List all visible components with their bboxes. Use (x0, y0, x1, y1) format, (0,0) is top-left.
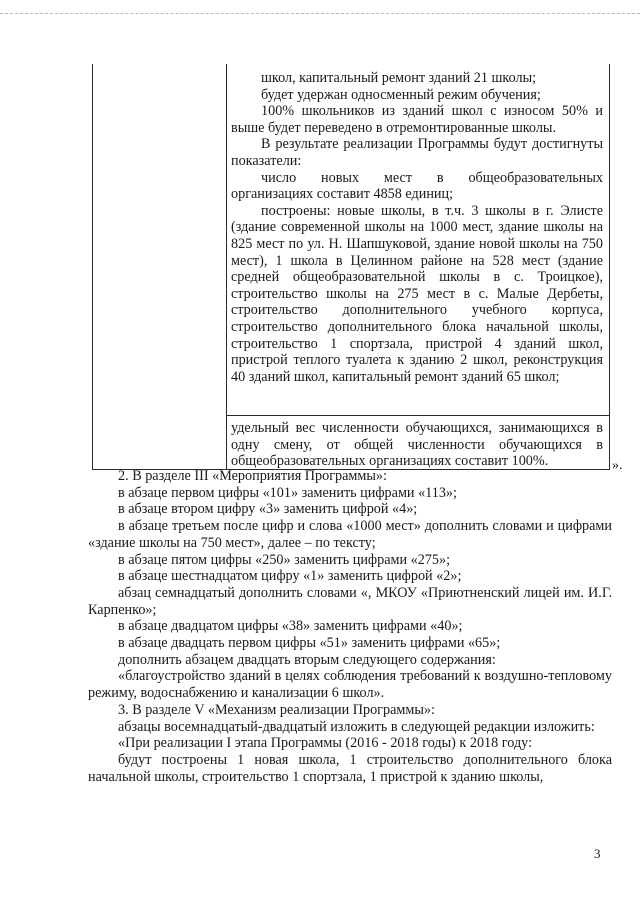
table-paragraph: 100% школьников из зданий школ с износом 50% и выше будет переведено в отремонтированные школы. (231, 103, 603, 136)
table-cell-single-shift-share (231, 420, 603, 470)
amendment-paragraph: в абзаце двадцать первом цифры «51» заменить цифрами «65»; (118, 635, 501, 652)
amendment-paragraph: будут построены 1 новая школа, 1 строительство дополнительного блока начальной школы, строительство 1 спортзала, 1 пристрой к зданию школы, (88, 751, 612, 785)
table-cell-expected-results (231, 70, 603, 385)
section-heading: 3. В разделе V «Механизм реализации Программы»: (118, 701, 435, 718)
table-row-divider (226, 415, 609, 416)
table-paragraph: школ, капитальный ремонт зданий 21 школы; (261, 70, 537, 86)
amendment-paragraph: в абзаце пятом цифры «250» заменить цифрами «275»; (118, 551, 451, 568)
table-paragraph: построены: новые школы, в т.ч. 3 школы в г. Элисте (здание современной школы на 1000 мест, здание школы на 825 мест по ул. Н. Шапшуковой, здание новой школы на 750 мест), 1 школа в Целинном районе на 528 мест (здание средней общеобразовательной школы в с. Троицкое), строительство школы на 275 мест в с. Малые Дербеты, строительство дополнительного учебного корпуса, строительство дополнительного блока начальной школы, строительство 1 спортзала, пристрой 4 зданий школ, пристрой теплого туалета к зданию 2 школ, реконструкция 40 зданий школ, капитальный ремонт зданий 65 школ; (231, 202, 603, 385)
table-column-divider (226, 64, 227, 469)
scan-top-edge (0, 13, 640, 14)
amendment-paragraph: в абзаце первом цифры «101» заменить цифрами «113»; (118, 484, 457, 501)
amendment-paragraph: «благоустройство зданий в целях соблюдения требований к воздушно-тепловому режиму, водоснабжению и канализации 6 школ». (88, 668, 612, 702)
amendment-paragraph: дополнить абзацем двадцать вторым следующего содержания: (118, 651, 496, 668)
table-paragraph: удельный вес численности обучающихся, занимающихся в одну смену, от общей численности обучающихся в общеобразовательных организациях составит 100%. (231, 420, 603, 470)
amendment-paragraph: абзац семнадцатый дополнить словами «, МКОУ «Приютненский лицей им. И.Г. Карпенко»; (88, 584, 612, 618)
section-heading: 2. В разделе III «Мероприятия Программы»: (118, 468, 387, 484)
closing-quote-mark: ». (612, 458, 623, 473)
amendment-paragraph: в абзаце третьем после цифр и слова «1000 мест» дополнить словами и цифрами «здание школы на 750 мест», далее – по тексту; (88, 518, 612, 551)
amendment-paragraph: в абзаце двадцатом цифры «38» заменить цифрами «40»; (118, 618, 463, 635)
amendment-paragraph: абзацы восемнадцатый-двадцатый изложить в следующей редакции изложить: (118, 718, 595, 735)
amendment-paragraph: в абзаце шестнадцатом цифру «1» заменить цифрой «2»; (118, 568, 462, 585)
table-paragraph: число новых мест в общеобразовательных организациях составит 4858 единиц; (231, 169, 603, 203)
page-number: 3 (594, 846, 601, 861)
program-indicators-table (92, 64, 610, 470)
amendment-paragraph: в абзаце втором цифру «3» заменить цифрой «4»; (118, 501, 418, 518)
table-paragraph: будет удержан односменный режим обучения; (261, 86, 541, 103)
amendment-paragraph: «При реализации I этапа Программы (2016 - 2018 годы) к 2018 году: (118, 735, 533, 752)
amendments-text (88, 468, 612, 785)
table-paragraph: В результате реализации Программы будут достигнуты показатели: (231, 136, 603, 169)
